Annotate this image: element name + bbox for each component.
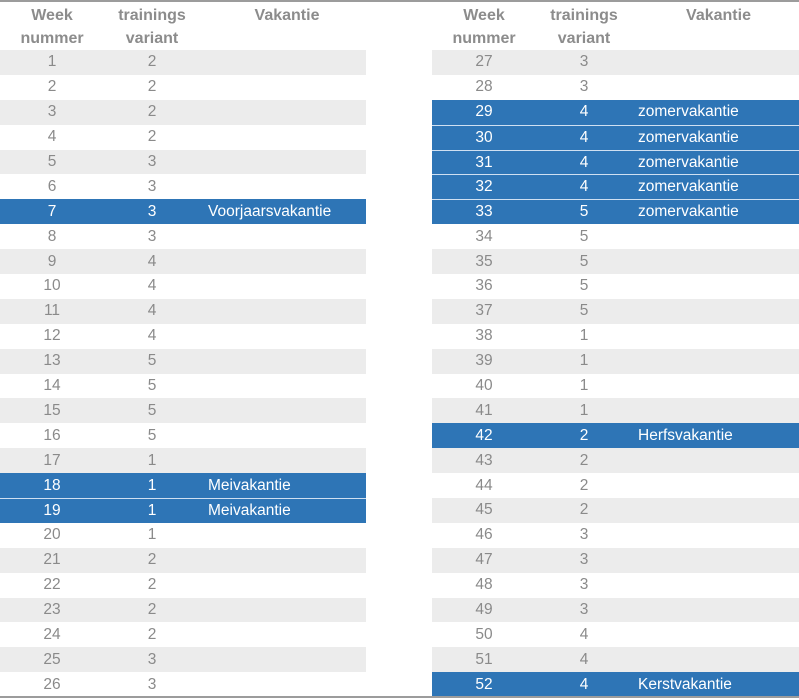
table-row: [0, 598, 366, 623]
table-row: [0, 199, 366, 224]
week-cell: 13: [43, 352, 61, 370]
table-body: [432, 50, 799, 697]
week-cell: 36: [475, 277, 493, 295]
vakantie-cell: [638, 249, 799, 274]
week-cell: 45: [475, 501, 493, 519]
vakantie-cell: [638, 622, 799, 647]
variant-cell: 3: [147, 675, 157, 693]
variant-cell: 4: [579, 153, 589, 171]
vakantie-cell: [638, 523, 799, 548]
week-cell: 31: [475, 153, 493, 171]
table-row: [432, 224, 799, 249]
variant-cell: 2: [147, 128, 157, 146]
vakantie-cell: [208, 349, 366, 374]
table-row: [0, 448, 366, 473]
vakantie-cell: [638, 75, 799, 100]
variant-cell: 4: [579, 178, 589, 196]
variant-cell: 5: [579, 203, 589, 221]
week-cell: 7: [47, 202, 57, 220]
vakantie-cell: [208, 174, 366, 199]
header-trainings-variant: trainings variant: [550, 7, 618, 47]
variant-cell: 3: [147, 153, 157, 170]
variant-cell: 2: [147, 601, 157, 619]
table-row: [0, 100, 366, 125]
table-row: [432, 622, 799, 647]
variant-cell: 3: [579, 526, 589, 544]
table-row: [432, 672, 799, 697]
variant-cell: 3: [579, 601, 589, 619]
variant-cell: 2: [579, 451, 589, 469]
week-cell: 28: [475, 78, 493, 96]
week-cell: 40: [475, 377, 493, 395]
vakantie-cell: [208, 548, 366, 573]
vakantie-cell: [208, 647, 366, 672]
week-cell: 10: [43, 277, 61, 295]
vakantie-cell: [208, 598, 366, 623]
week-cell: 50: [475, 625, 493, 643]
vakantie-cell: [208, 423, 366, 448]
week-cell: 21: [43, 551, 61, 569]
table-row: [0, 398, 366, 423]
week-cell: 35: [475, 252, 493, 270]
variant-cell: 3: [579, 78, 589, 96]
week-cell: 52: [475, 675, 493, 693]
schedule-table-left: [0, 2, 366, 697]
variant-cell: 4: [147, 277, 157, 295]
vakantie-cell: [208, 100, 366, 125]
variant-cell: 5: [579, 227, 589, 245]
week-cell: 23: [43, 601, 61, 619]
table-row: [0, 473, 366, 498]
table-row: [0, 75, 366, 100]
vakantie-cell: [638, 224, 799, 249]
schedule-table-right: [432, 2, 799, 697]
table-row: [0, 523, 366, 548]
variant-cell: 2: [147, 551, 157, 569]
vakantie-cell: Herfsvakantie: [638, 426, 733, 444]
week-cell: 41: [475, 401, 493, 419]
variant-cell: 4: [579, 625, 589, 643]
table-row: [0, 224, 366, 249]
week-cell: 47: [475, 551, 493, 569]
table-row: [0, 150, 366, 175]
variant-cell: 4: [579, 675, 589, 693]
variant-cell: 2: [147, 78, 157, 96]
table-row: [432, 125, 799, 150]
vakantie-cell: [638, 299, 799, 324]
vakantie-cell: [208, 523, 366, 548]
table-row: [0, 672, 366, 697]
week-cell: 16: [43, 426, 61, 444]
table-row: [432, 349, 799, 374]
vakantie-cell: [208, 324, 366, 349]
variant-cell: 1: [147, 526, 157, 544]
table-row: [0, 174, 366, 199]
table-row: [432, 473, 799, 498]
variant-cell: 4: [147, 327, 157, 345]
vakantie-cell: [638, 573, 799, 598]
header-week-nummer: Week nummer: [20, 7, 84, 47]
table-row: [432, 174, 799, 199]
week-cell: 12: [43, 327, 61, 345]
vakantie-cell: [208, 249, 366, 274]
vakantie-cell: [208, 573, 366, 598]
variant-cell: 2: [147, 625, 157, 643]
week-cell: 17: [43, 451, 61, 469]
table-body: [0, 50, 366, 697]
vakantie-cell: [208, 224, 366, 249]
vakantie-cell: [208, 125, 366, 150]
table-row: [0, 573, 366, 598]
table-row: [0, 622, 366, 647]
vakantie-cell: zomervakantie: [638, 203, 739, 221]
vakantie-cell: [208, 622, 366, 647]
week-cell: 14: [43, 377, 61, 395]
week-cell: 3: [47, 103, 57, 121]
vakantie-cell: [638, 398, 799, 423]
variant-cell: 5: [147, 377, 157, 395]
vakantie-cell: [638, 274, 799, 299]
table-row: [432, 598, 799, 623]
variant-cell: 1: [147, 476, 157, 494]
table-row: [432, 100, 799, 125]
variant-cell: 4: [579, 650, 589, 668]
week-cell: 8: [47, 227, 57, 245]
variant-cell: 2: [579, 426, 589, 444]
table-row: [0, 299, 366, 324]
table-row: [0, 498, 366, 523]
variant-cell: 1: [147, 451, 157, 469]
table-row: [432, 573, 799, 598]
variant-cell: 3: [147, 177, 157, 195]
week-cell: 18: [43, 476, 61, 494]
table-row: [432, 274, 799, 299]
variant-cell: 5: [579, 302, 589, 320]
variant-cell: 2: [147, 53, 157, 71]
vakantie-cell: zomervakantie: [638, 153, 739, 171]
variant-cell: 4: [147, 302, 157, 320]
vakantie-cell: [638, 598, 799, 623]
vakantie-cell: [208, 299, 366, 324]
variant-cell: 5: [579, 252, 589, 270]
vakantie-cell: [638, 374, 799, 399]
variant-cell: 3: [147, 202, 157, 220]
week-cell: 1: [47, 53, 57, 71]
table-row: [0, 374, 366, 399]
table-row: [0, 349, 366, 374]
week-cell: 5: [47, 153, 57, 170]
table-row: [432, 299, 799, 324]
week-cell: 20: [43, 526, 61, 544]
table-row: [432, 448, 799, 473]
header-vakantie: Vakantie: [254, 7, 320, 24]
table-row: [0, 50, 366, 75]
week-cell: 15: [43, 401, 61, 419]
variant-cell: 1: [579, 401, 589, 419]
variant-cell: 5: [147, 401, 157, 419]
variant-cell: 3: [147, 650, 157, 668]
table-row: [432, 249, 799, 274]
table-row: [432, 199, 799, 224]
vakantie-cell: zomervakantie: [638, 128, 739, 146]
table-row: [0, 324, 366, 349]
week-cell: 27: [475, 53, 493, 71]
week-cell: 30: [475, 128, 493, 146]
week-cell: 38: [475, 327, 493, 345]
vakantie-cell: [638, 50, 799, 75]
vakantie-cell: [638, 548, 799, 573]
table-row: [432, 423, 799, 448]
bottom-border: [0, 696, 799, 698]
table-row: [0, 647, 366, 672]
variant-cell: 2: [147, 576, 157, 594]
variant-cell: 1: [147, 501, 157, 519]
variant-cell: 1: [579, 327, 589, 345]
variant-cell: 5: [147, 352, 157, 370]
week-cell: 39: [475, 352, 493, 370]
week-cell: 4: [47, 128, 57, 146]
vakantie-cell: zomervakantie: [638, 103, 739, 121]
vakantie-cell: [208, 672, 366, 697]
vakantie-cell: Meivakantie: [208, 501, 291, 519]
table-row: [0, 125, 366, 150]
week-cell: 9: [47, 252, 57, 270]
variant-cell: 4: [579, 128, 589, 146]
table-row: [0, 548, 366, 573]
table-row: [432, 150, 799, 175]
week-cell: 48: [475, 576, 493, 594]
vakantie-cell: [208, 150, 366, 175]
week-cell: 32: [475, 178, 493, 196]
table-row: [0, 423, 366, 448]
variant-cell: 3: [579, 53, 589, 71]
table-row: [432, 75, 799, 100]
variant-cell: 5: [579, 277, 589, 295]
table-row: [432, 398, 799, 423]
variant-cell: 4: [579, 103, 589, 121]
week-cell: 42: [475, 426, 493, 444]
week-cell: 26: [43, 675, 61, 693]
table-row: [432, 647, 799, 672]
header-week-nummer: Week nummer: [452, 7, 516, 47]
vakantie-cell: [638, 448, 799, 473]
week-cell: 33: [475, 203, 493, 221]
vakantie-cell: zomervakantie: [638, 178, 739, 196]
table-row: [432, 498, 799, 523]
vakantie-cell: Meivakantie: [208, 476, 291, 494]
week-cell: 43: [475, 451, 493, 469]
variant-cell: 1: [579, 377, 589, 395]
header-trainings-variant: trainings variant: [118, 7, 186, 47]
week-cell: 6: [47, 177, 57, 195]
vakantie-cell: [208, 448, 366, 473]
vakantie-cell: [208, 274, 366, 299]
table-header: [0, 2, 366, 50]
vakantie-cell: [638, 349, 799, 374]
header-vakantie: Vakantie: [686, 7, 751, 24]
week-cell: 11: [43, 302, 61, 320]
variant-cell: 5: [147, 426, 157, 444]
vakantie-cell: [638, 498, 799, 523]
week-cell: 51: [475, 650, 493, 668]
table-row: [0, 249, 366, 274]
variant-cell: 4: [147, 252, 157, 270]
vakantie-cell: [208, 398, 366, 423]
variant-cell: 1: [579, 352, 589, 370]
week-cell: 44: [475, 476, 493, 494]
variant-cell: 2: [579, 501, 589, 519]
week-cell: 49: [475, 601, 493, 619]
week-cell: 29: [475, 103, 493, 121]
vakantie-cell: [638, 647, 799, 672]
week-cell: 34: [475, 227, 493, 245]
table-row: [432, 324, 799, 349]
table-row: [432, 523, 799, 548]
week-cell: 22: [43, 576, 61, 594]
week-cell: 24: [43, 625, 61, 643]
table-header: [432, 2, 799, 50]
week-cell: 2: [47, 78, 57, 96]
vakantie-cell: [208, 75, 366, 100]
week-cell: 25: [43, 650, 61, 668]
variant-cell: 3: [579, 576, 589, 594]
variant-cell: 2: [147, 103, 157, 121]
vakantie-cell: Kerstvakantie: [638, 675, 732, 693]
table-row: [0, 274, 366, 299]
table-row: [432, 50, 799, 75]
table-row: [432, 548, 799, 573]
variant-cell: 3: [579, 551, 589, 569]
variant-cell: 2: [579, 476, 589, 494]
table-row: [432, 374, 799, 399]
vakantie-cell: [638, 324, 799, 349]
week-cell: 37: [475, 302, 493, 320]
week-cell: 46: [475, 526, 493, 544]
vakantie-cell: [208, 374, 366, 399]
vakantie-cell: Voorjaarsvakantie: [208, 202, 332, 220]
vakantie-cell: [208, 50, 366, 75]
week-cell: 19: [43, 501, 61, 519]
variant-cell: 3: [147, 227, 157, 245]
vakantie-cell: [638, 473, 799, 498]
